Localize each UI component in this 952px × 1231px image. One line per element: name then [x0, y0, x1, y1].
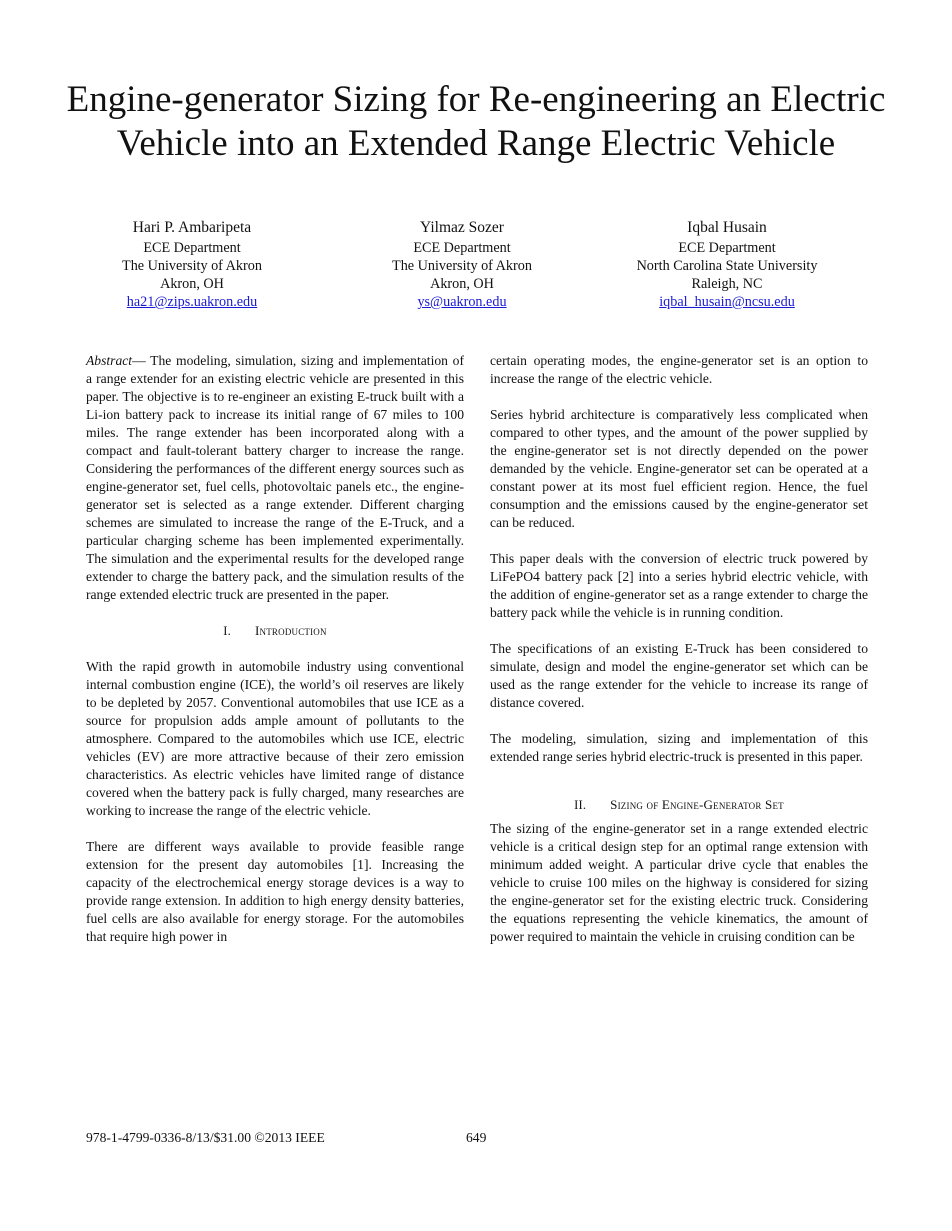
paper-title: Engine-generator Sizing for Re-engineering an Electric Vehicle into an Extended Range Electric Vehicle	[66, 79, 886, 164]
author-name: Iqbal Husain	[687, 219, 767, 236]
body-paragraph: The modeling, simulation, sizing and implementation of this extended range series hybrid electric-truck is presented in this paper.	[490, 731, 868, 764]
author-dept: ECE Department	[413, 240, 511, 256]
author-org: The University of Akron	[122, 258, 262, 274]
section-number: II.	[574, 798, 587, 812]
section-heading-sizing	[490, 796, 868, 814]
intro-paragraph-1: With the rapid growth in automobile industry using conventional internal combustion engine (ICE), the world’s oil reserves are likely to be depleted by 2057. Conventional automobiles that use ICE as a source for propulsion adds ample amount of pollutants to the atmosphere. Compared to the automobiles which use ICE, electric vehicles (EV) are more attractive because of their zero emission characteristics. As electric vehicles have limited range of distance covered when the battery pack is fully charged, many researches are working to increase the range of the electric vehicle.	[86, 659, 464, 818]
section-heading-introduction	[86, 622, 464, 640]
abstract-text: The modeling, simulation, sizing and implementation of a range extender for an existing electric vehicle are presented in this paper. The objective is to re-engineer an existing E-truck built with a Li-ion battery pack to increase its initial range of 67 miles to 100 miles. The range extender has been incorporated along with a compact and fault-tolerant battery charger to increase the range. Considering the performances of the different energy sources such as engine-generator set, fuel cells, photovoltaic panels etc., the engine-generator set is selected as a range extender. Different charging schemes are simulated to increase the range of the E-Truck, and a particular charging scheme has been implemented experimentally. The simulation and the experimental results for the developed range extender to charge the battery pack, and the simulation results of the range extended electric truck are presented in the paper.	[86, 353, 465, 602]
author-name: Yilmaz Sozer	[420, 219, 504, 236]
author-block-3	[597, 217, 857, 311]
author-block-2	[332, 217, 592, 311]
author-block-1	[62, 217, 322, 311]
author-email-link[interactable]: ha21@zips.uakron.edu	[126, 294, 258, 310]
body-paragraph: Series hybrid architecture is comparatively less complicated when compared to other types, and the amount of the power supplied by the engine-generator set is not directly depended on the power demanded by the vehicle. Engine-generator set can be operated at a constant power at its most fuel efficient region. Hence, the fuel consumption and the emissions caused by the engine-generator set can be reduced.	[490, 407, 868, 530]
author-org: The University of Akron	[392, 258, 532, 274]
abstract-dash: —	[132, 353, 146, 368]
section-number: I.	[223, 624, 231, 638]
section-title: Sizing of Engine-Generator Set	[610, 797, 784, 812]
sizing-paragraph-1: The sizing of the engine-generator set in a range extended electric vehicle is a critical design step for an optimal range extension with minimum added weight. A particular drive cycle that enables the vehicle to cruise 100 miles on the highway is considered for sizing the engine-generator set for the existing electric truck. Considering the equations representing the vehicle kinematics, the amount of power required to maintain the vehicle in cruising condition can be	[490, 821, 868, 944]
author-email-link[interactable]: ys@uakron.edu	[417, 294, 507, 310]
author-location: Akron, OH	[430, 276, 494, 292]
left-column	[86, 352, 464, 964]
page-number: 649	[466, 1130, 487, 1145]
body-paragraph: The specifications of an existing E-Truck has been considered to simulate, design and model the engine-generator set which can be used as the range extender for the vehicle to increase its range of distance covered.	[490, 641, 868, 710]
right-column	[490, 352, 868, 964]
abstract	[86, 352, 464, 604]
author-org: North Carolina State University	[636, 258, 818, 274]
author-name: Hari P. Ambaripeta	[132, 219, 252, 236]
abstract-label: Abstract	[86, 353, 133, 368]
author-dept: ECE Department	[143, 240, 241, 256]
copyright-footer: 978-1-4799-0336-8/13/$31.00 ©2013 IEEE	[86, 1130, 325, 1145]
author-email-link[interactable]: iqbal_husain@ncsu.edu	[659, 294, 795, 310]
section-title: Introduction	[254, 623, 327, 638]
author-dept: ECE Department	[678, 240, 776, 256]
body-paragraph: This paper deals with the conversion of electric truck powered by LiFePO4 battery pack [2] into a series hybrid electric vehicle, with the addition of engine-generator set as a range extender to charge the battery pack while the vehicle is in running condition.	[490, 551, 868, 620]
body-paragraph: certain operating modes, the engine-generator set is an option to increase the range of the electric vehicle.	[490, 353, 868, 386]
author-location: Raleigh, NC	[691, 276, 763, 292]
intro-paragraph-2: There are different ways available to provide feasible range extension for the present day automobiles [1]. Increasing the capacity of the electrochemical energy storage devices is a way to provide range extension. In addition to high energy density batteries, fuel cells are also available for energy storage. For the automobiles that require high power in	[86, 839, 464, 944]
author-location: Akron, OH	[160, 276, 224, 292]
